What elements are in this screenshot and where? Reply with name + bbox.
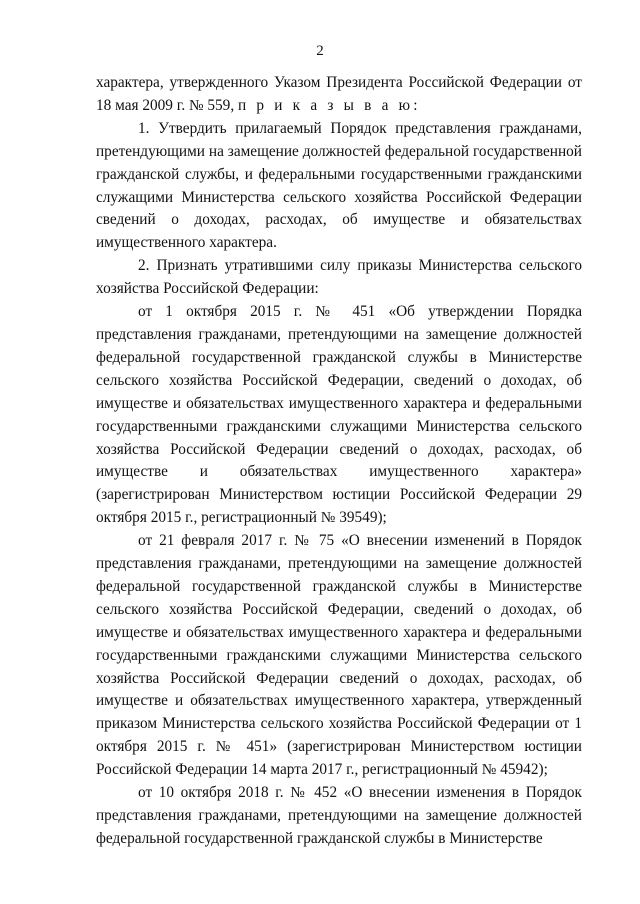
paragraph-order-452: от 10 октября 2018 г. № 452 «О внесении изменения в Порядок представления гражданами, претендующими на замещение должностей федеральной государственной гражданской службы в Министерстве: [96, 784, 582, 847]
paragraph-item-2: 2. Признать утратившими силу приказы Министерства сельского хозяйства Российской Федерации:: [96, 257, 582, 298]
page-number: 2: [316, 43, 324, 59]
intro-text: характера, утвержденного Указом Президента Российской Федерации от 18 мая 2009 г. № 559,: [96, 74, 582, 114]
paragraph-order-451: от 1 октября 2015 г. № 451 «Об утверждении Порядка представления гражданами, претендующими на замещение должностей федеральной государственной гражданской службы в Министерстве сельского хозяйства Российской Федерации, сведений о доходах, об имуществе и обязательствах имущественного характера и федеральными государственными гражданскими служащими Министерства сельского хозяйства Российской Федерации сведений о доходах, расходах, об имуществе и обязательствах имущественного характера» (зарегистрирован Министерством юстиции Российской Федерации 29 октября 2015 г., регистрационный № 39549);: [96, 303, 582, 527]
order-word: п р и к а з ы в а ю:: [237, 96, 421, 114]
paragraph-order-75: от 21 февраля 2017 г. № 75 «О внесении изменений в Порядок представления гражданами, претендующими на замещение должностей федеральной государственной гражданской службы в Министерстве сельского хозяйства Российской Федерации, сведений о доходах, об имуществе и обязательствах имущественного характера и федеральными государственными гражданскими служащими Министерства сельского хозяйства Российской Федерации сведений о доходах, расходах, об имуществе и обязательствах имущественного характера, утвержденный приказом Министерства сельского хозяйства Российской Федерации от 1 октября 2015 г. № 451» (зарегистрирован Министерством юстиции Российской Федерации 14 марта 2017 г., регистрационный № 45942);: [96, 532, 582, 779]
document-body: [96, 72, 582, 851]
paragraph-item-1: 1. Утвердить прилагаемый Порядок представления гражданами, претендующими на замещение должностей федеральной государственной гражданской службы, и федеральными государственными гражданскими служащими Министерства сельского хозяйства Российской Федерации сведений о доходах, расходах, об имуществе и обязательствах имущественного характера.: [96, 119, 582, 252]
intro-paragraph: [96, 72, 582, 118]
